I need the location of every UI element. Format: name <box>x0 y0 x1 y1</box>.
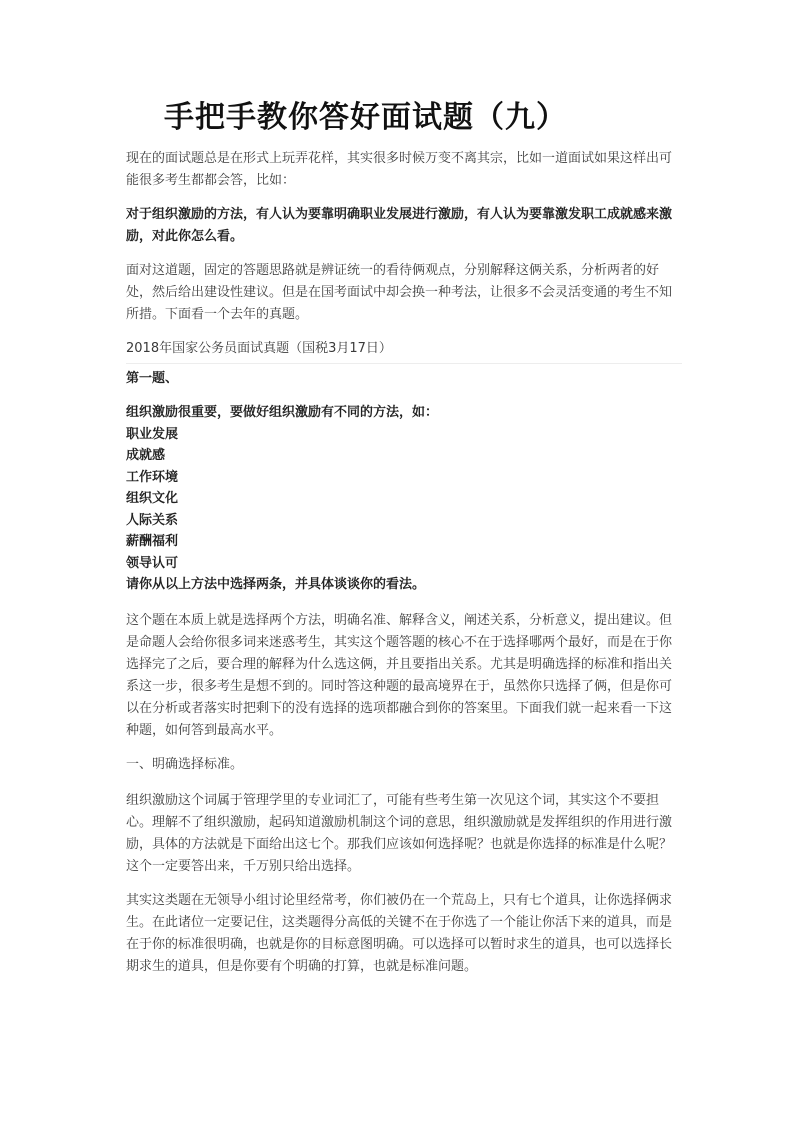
option-item: 薪酬福利 <box>126 534 179 549</box>
option-item: 职业发展 <box>126 426 179 442</box>
option-item: 工作环境 <box>126 469 179 485</box>
explanation-paragraph: 面对这道题，固定的答题思路就是辨证统一的看待俩观点，分别解释这俩关系，分析两者的好处，然后给出建设性建议。但是在国考面试中却会换一种考法，让很多不会灵活变通的考生不知所措。下面看一个去年的真题。 <box>126 263 673 322</box>
option-item: 组织文化 <box>126 491 179 506</box>
example-question: 对于组织激励的方法，有人认为要靠明确职业发展进行激励，有人认为要靠激发职工成就感来激励，对此你怎么看。 <box>126 207 673 244</box>
section-paragraph: 组织激励这个词属于管理学里的专业词汇了，可能有些考生第一次见这个词，其实这个不要担心。理解不了组织激励，起码知道激励机制这个词的意思，组织激励就是发挥组织的作用进行激励，具体的方法就是下面给出这七个。那我们应该如何选择呢？也就是你选择的标准是什么呢？这个一定要答出来，千万别只给出选择。 <box>126 792 673 874</box>
page-title: 手把手教你答好面试题（九） <box>164 100 567 135</box>
option-item: 人际关系 <box>126 512 179 528</box>
option-item: 成就感 <box>126 448 166 463</box>
option-item: 领导认可 <box>126 555 179 571</box>
question-instruction: 请你从以上方法中选择两条，并具体谈谈你的看法。 <box>126 577 426 592</box>
question-heading: 第一题、 <box>126 371 179 386</box>
intro-paragraph: 现在的面试题总是在形式上玩弄花样，其实很多时候万变不离其宗，比如一道面试如果这样出可能很多考生都都会答，比如： <box>126 151 673 188</box>
section-heading: 一、明确选择标准。 <box>126 756 244 772</box>
question-block <box>126 402 682 596</box>
question-line: 组织激励很重要，要做好组织激励有不同的方法，如： <box>126 405 439 420</box>
analysis-paragraph: 这个题在本质上就是选择两个方法，明确名准、解释含义，阐述关系，分析意义，提出建议。但是命题人会给你很多词来迷惑考生，其实这个题答题的核心不在于选择哪两个最好，而是在于你选择完了之后，要合理的解释为什么选这俩，并且要指出关系。尤其是明确选择的标准和指出关系这一步，很多考生是想不到的。同时答这种题的最高境界在于，虽然你只选择了俩，但是你可以在分析或者落实时把剩下的没有选择的选项都融合到你的答案里。下面我们就一起来看一下这种题，如何答到最高水平。 <box>126 612 673 738</box>
section-paragraph: 其实这类题在无领导小组讨论里经常考，你们被仍在一个荒岛上，只有七个道具，让你选择俩求生。在此诸位一定要记住，这类题得分高低的关键不在于你选了一个能让你活下来的道具，而是在于你的标准很明确，也就是你的目标意图明确。可以选择可以暂时求生的道具，也可以选择长期求生的道具，但是你要有个明确的打算，也就是标准问题。 <box>126 892 673 974</box>
exam-date-line: 2018年国家公务员面试真题（国税3月17日） <box>126 338 682 364</box>
article <box>126 98 682 990</box>
